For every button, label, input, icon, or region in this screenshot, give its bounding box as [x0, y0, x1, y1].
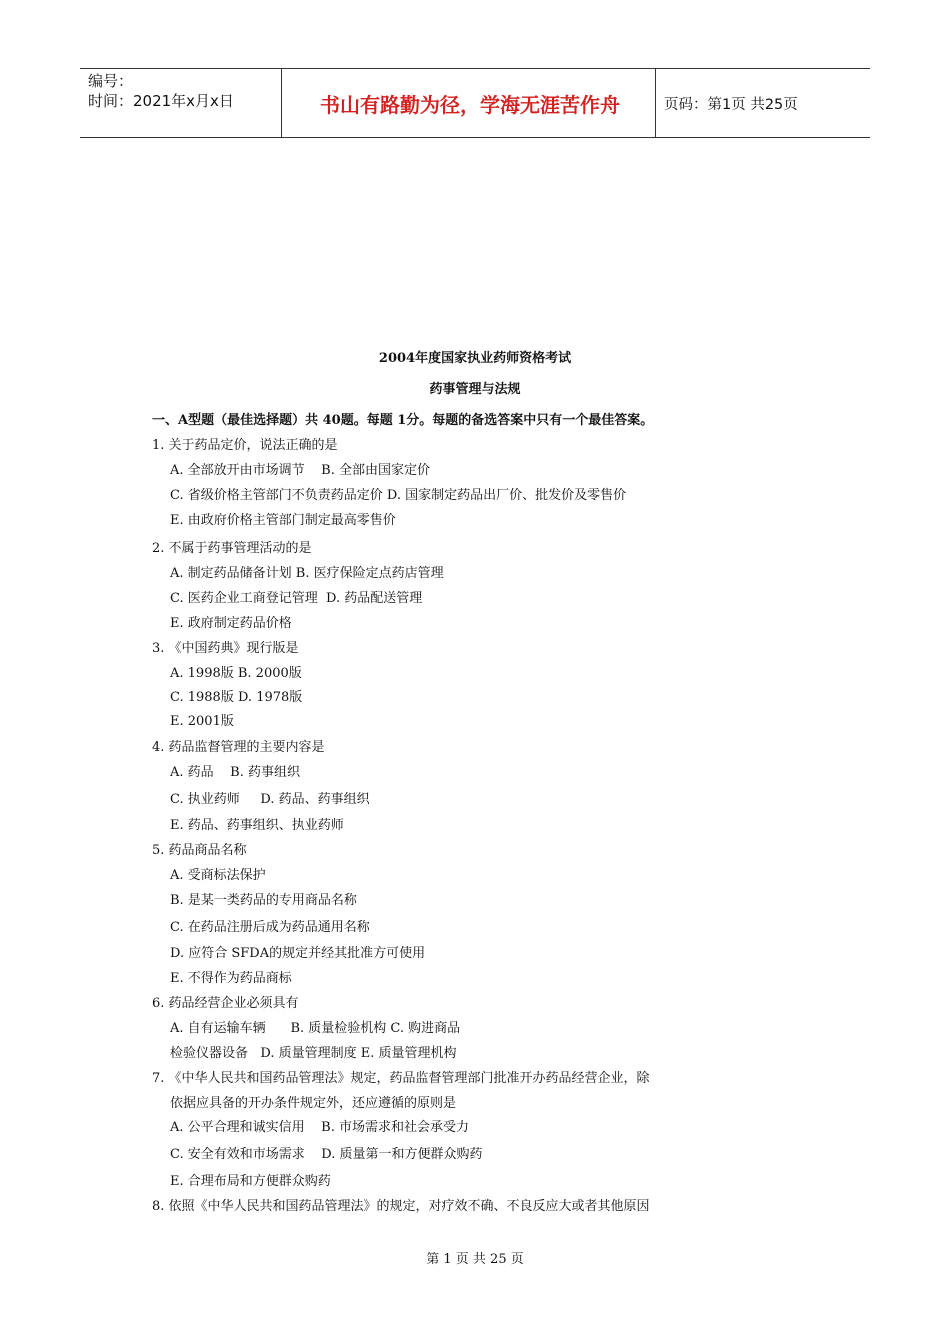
- question-line: 5. 药品商品名称: [152, 843, 247, 858]
- option-line: C. 执业药师 D. 药品、药事组织: [170, 792, 370, 807]
- header-meta: [88, 71, 234, 111]
- option-line: A. 制定药品储备计划 B. 医疗保险定点药店管理: [170, 566, 444, 581]
- option-line: 检验仪器设备 D. 质量管理制度 E. 质量管理机构: [170, 1046, 457, 1061]
- question-line: 7. 《中华人民共和国药品管理法》规定，药品监督管理部门批准开办药品经营企业，除: [152, 1071, 650, 1086]
- option-line: C. 在药品注册后成为药品通用名称: [170, 920, 370, 935]
- option-line: A. 药品 B. 药事组织: [170, 765, 301, 780]
- header-divider: [655, 69, 656, 137]
- option-line: B. 是某一类药品的专用商品名称: [170, 893, 357, 908]
- question-line: 2. 不属于药事管理活动的是: [152, 541, 312, 556]
- header-page-info: 页码：第1页 共25页: [664, 96, 798, 113]
- option-line: A. 1998版 B. 2000版: [170, 666, 302, 681]
- section-heading: 一、A型题（最佳选择题）共 40题。每题 1分。每题的备选答案中只有一个最佳答案。: [152, 413, 654, 428]
- doc-subtitle: 药事管理与法规: [429, 382, 521, 397]
- option-line: A. 全部放开由市场调节 B. 全部由国家定价: [170, 463, 431, 478]
- question-line-continued: 依据应具备的开办条件规定外，还应遵循的原则是: [170, 1096, 457, 1111]
- question-line: 6. 药品经营企业必须具有: [152, 996, 299, 1011]
- question-line: 4. 药品监督管理的主要内容是: [152, 740, 325, 755]
- question-line: 3. 《中国药典》现行版是: [152, 641, 299, 656]
- option-line: E. 由政府价格主管部门制定最高零售价: [170, 513, 396, 528]
- doc-title: 2004年度国家执业药师资格考试: [378, 351, 572, 366]
- option-line: E. 合理布局和方便群众购药: [170, 1174, 331, 1189]
- question-line: 1. 关于药品定价，说法正确的是: [152, 438, 338, 453]
- header-motto: 书山有路勤为径，学海无涯苦作舟: [320, 92, 620, 117]
- option-line: E. 政府制定药品价格: [170, 616, 292, 631]
- header-divider: [281, 69, 282, 137]
- page-footer: 第 1 页 共 25 页: [426, 1252, 524, 1267]
- option-line: C. 安全有效和市场需求 D. 质量第一和方便群众购药: [170, 1147, 483, 1162]
- page-header: [80, 68, 870, 138]
- option-line: D. 应符合 SFDA的规定并经其批准方可使用: [170, 946, 426, 961]
- option-line: A. 公平合理和诚实信用 B. 市场需求和社会承受力: [170, 1120, 470, 1135]
- option-line: E. 药品、药事组织、执业药师: [170, 818, 344, 833]
- option-line: A. 受商标法保护: [170, 868, 266, 883]
- number-label: 编号：: [88, 72, 134, 90]
- date-label: 时间：2021年x月x日: [88, 92, 234, 110]
- option-line: C. 省级价格主管部门不负责药品定价 D. 国家制定药品出厂价、批发价及零售价: [170, 488, 627, 503]
- option-line: E. 不得作为药品商标: [170, 971, 292, 986]
- option-line: C. 医药企业工商登记管理 D. 药品配送管理: [170, 591, 423, 606]
- question-line: 8. 依照《中华人民共和国药品管理法》的规定，对疗效不确、不良反应大或者其他原因: [152, 1199, 650, 1214]
- option-line: E. 2001版: [170, 714, 234, 729]
- option-line: C. 1988版 D. 1978版: [170, 690, 303, 705]
- option-line: A. 自有运输车辆 B. 质量检验机构 C. 购进商品: [170, 1021, 461, 1036]
